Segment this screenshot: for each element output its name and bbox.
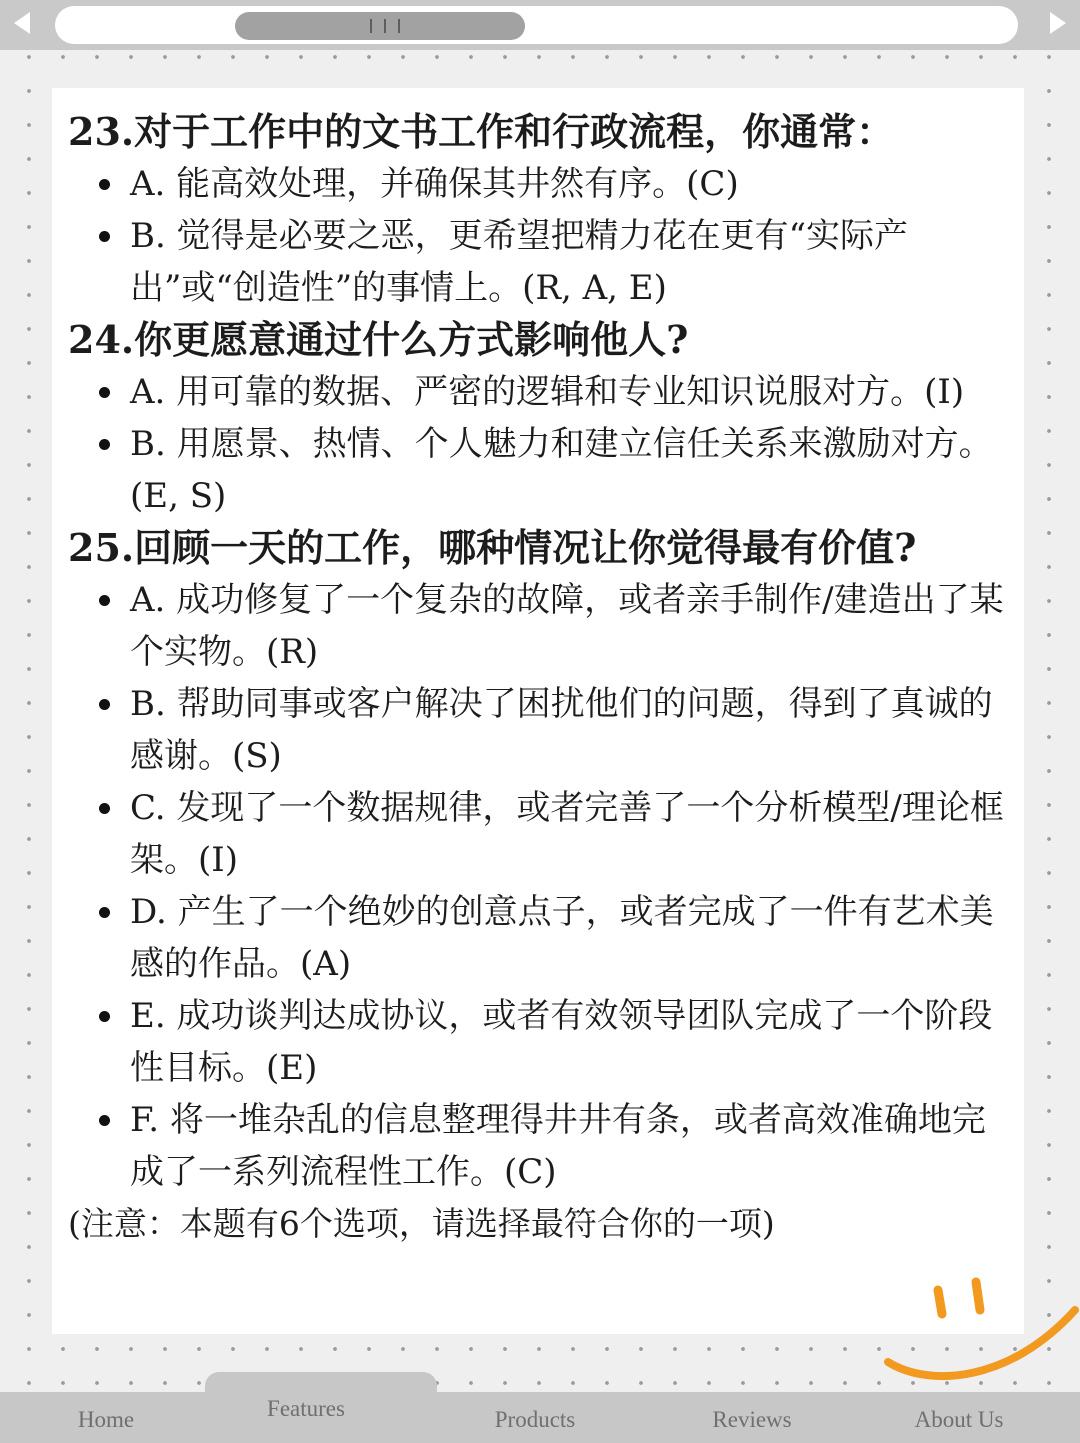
scroll-handle[interactable] (235, 12, 525, 40)
content-panel (52, 88, 1024, 1334)
nav-reviews[interactable]: Reviews (712, 1407, 792, 1432)
option-list (68, 366, 1012, 522)
question-list (68, 106, 1012, 1250)
nav-about-us[interactable]: About Us (914, 1407, 1004, 1432)
nav-products[interactable]: Products (494, 1407, 576, 1432)
option-item[interactable]: B. 帮助同事或客户解决了困扰他们的问题，得到了真诚的感谢。(S) (68, 678, 1012, 782)
question-title: 24.你更愿意通过什么方式影响他人? (68, 317, 689, 362)
address-bar[interactable] (55, 6, 1018, 44)
option-item[interactable]: E. 成功谈判达成协议，或者有效领导团队完成了一个阶段性目标。(E) (68, 990, 1012, 1094)
option-list (68, 574, 1012, 1198)
nav-features[interactable]: Features (267, 1396, 345, 1421)
selection-note: (注意：本题有6个选项，请选择最符合你的一项) (68, 1204, 775, 1243)
nav-home[interactable]: Home (77, 1407, 135, 1432)
option-item[interactable]: C. 发现了一个数据规律，或者完善了一个分析模型/理论框架。(I) (68, 782, 1012, 886)
browser-top-bar (0, 0, 1080, 50)
option-item[interactable]: B. 觉得是必要之恶，更希望把精力花在更有“实际产出”或“创造性”的事情上。(R, A, E) (68, 210, 1012, 314)
option-item[interactable]: F. 将一堆杂乱的信息整理得井井有条，或者高效准确地完成了一系列流程性工作。(C) (68, 1094, 1012, 1198)
grip-line-icon (398, 19, 400, 33)
forward-arrow-icon[interactable] (1050, 12, 1066, 34)
option-item[interactable]: A. 能高效处理，并确保其井然有序。(C) (68, 158, 1012, 210)
grip-line-icon (384, 19, 386, 33)
option-item[interactable]: A. 成功修复了一个复杂的故障，或者亲手制作/建造出了某个实物。(R) (68, 574, 1012, 678)
smiley-doodle-icon (870, 1270, 1080, 1400)
back-arrow-icon[interactable] (14, 12, 30, 34)
option-item[interactable]: D. 产生了一个绝妙的创意点子，或者完成了一件有艺术美感的作品。(A) (68, 886, 1012, 990)
question-title: 25.回顾一天的工作，哪种情况让你觉得最有价值? (68, 525, 917, 570)
option-item[interactable]: A. 用可靠的数据、严密的逻辑和专业知识说服对方。(I) (68, 366, 1012, 418)
option-list (68, 158, 1012, 314)
option-item[interactable]: B. 用愿景、热情、个人魅力和建立信任关系来激励对方。(E, S) (68, 418, 1012, 522)
grip-line-icon (370, 19, 372, 33)
question-title: 23.对于工作中的文书工作和行政流程，你通常： (68, 109, 895, 154)
